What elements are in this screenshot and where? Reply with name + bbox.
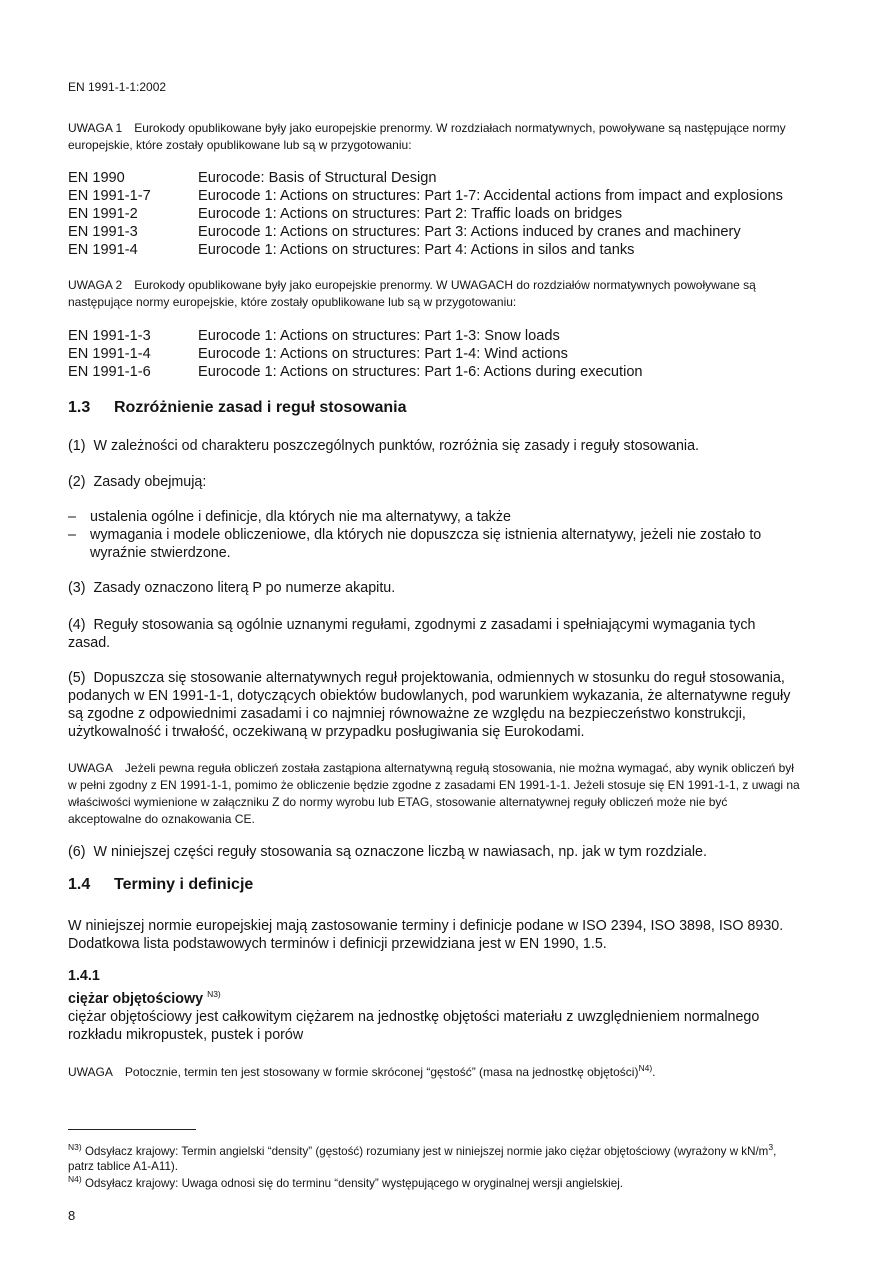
reference-title: Eurocode 1: Actions on structures: Part 1-3: Snow loads: [198, 328, 560, 344]
paragraph-number: (2): [68, 474, 86, 490]
note-text: Jeżeli pewna reguła obliczeń została zastąpiona alternatywną regułą stosowania, nie można wymagać, aby wynik obliczeń był w pełni zgodny z EN 1991-1-1, pomimo że obliczenie będzie zgodne z zasadami EN 1991-1-1. Jeżeli stosuje się EN 1991-1-1, z uwagi na właściwości wymienione w załączniku Z do normy wyrobu lub ETAG, stosowanie alternatywnej reguły obliczeń może nie być akceptowalne do oznakowania CE.: [68, 761, 800, 826]
paragraph-3: [68, 579, 800, 597]
reference-row: [68, 363, 800, 381]
section-number: 1.4: [68, 876, 91, 893]
reference-row: [68, 169, 800, 187]
paragraph-number: (1): [68, 438, 86, 454]
note-label: UWAGA: [68, 1065, 113, 1079]
reference-title: Eurocode 1: Actions on structures: Part 2: Traffic loads on bridges: [198, 206, 622, 222]
reference-list-1: [68, 169, 800, 259]
section-title: Terminy i definicje: [114, 876, 254, 893]
note-1: [68, 120, 800, 154]
paragraph-text: W niniejszej normie europejskiej mają zastosowanie terminy i definicje podane w ISO 2394, ISO 3898, ISO 8930. Dodatkowa lista podstawowych terminów i definicji przewidziana jest w EN 1990, 1.5.: [68, 918, 784, 952]
footnote-text: Odsyłacz krajowy: Termin angielski “density” (gęstość) rozumiany jest w niniejszej normie jako ciężar objętościowy (wyrażony w kN/m: [84, 1144, 769, 1158]
section-heading-1-3: [68, 399, 800, 417]
bullet-text: wymagania i modele obliczeniowe, dla których nie dopuszcza się istnienia alternatywy, jeżeli nie zostało to wyraźnie stwierdzone.: [90, 527, 762, 561]
note-footnote-ref: N4): [638, 1063, 653, 1073]
section-heading-1-4: [68, 876, 800, 894]
paragraph-1: [68, 437, 800, 455]
footnote-n3: [68, 1140, 800, 1174]
note-label: UWAGA: [68, 761, 113, 775]
reference-code: EN 1990: [68, 170, 125, 186]
paragraph-number: (5): [68, 670, 86, 686]
note-label: UWAGA 2: [68, 278, 123, 292]
note-text: Eurokody opublikowane były jako europejskie prenormy. W UWAGACH do rozdziałów normatywnych powoływane są następujące normy europejskie, które zostały opublikowane lub są w przygotowaniu:: [68, 278, 756, 309]
reference-code: EN 1991-1-4: [68, 346, 151, 362]
paragraph-6: [68, 843, 800, 861]
paragraph-text: Zasady oznaczono literą P po numerze akapitu.: [93, 580, 396, 596]
term-text: ciężar objętościowy: [68, 990, 204, 1007]
reference-title: Eurocode 1: Actions on structures: Part 1-7: Accidental actions from impact and explosions: [198, 188, 783, 204]
paragraph-2: [68, 473, 800, 491]
paragraph-number: (4): [68, 617, 86, 633]
subsection-number: 1.4.1: [68, 968, 100, 984]
footnote-mark: N3): [68, 1142, 82, 1152]
paragraph-text: Zasady obejmują:: [93, 474, 207, 490]
bullet-dash: –: [68, 509, 76, 525]
reference-code: EN 1991-1-3: [68, 328, 151, 344]
section-title: Rozróżnienie zasad i reguł stosowania: [114, 399, 407, 416]
paragraph-1-4: [68, 917, 800, 953]
paragraph-number: (3): [68, 580, 86, 596]
note-2: [68, 277, 800, 311]
reference-list-2: [68, 327, 800, 381]
page-number: 8: [68, 1208, 76, 1223]
section-number: 1.3: [68, 399, 91, 416]
note-text: Eurokody opublikowane były jako europejskie prenormy. W rozdziałach normatywnych, powoływane są następujące normy europejskie, które zostały opublikowane lub są w przygotowaniu:: [68, 121, 786, 152]
paragraph-text: Reguły stosowania są ogólnie uznanymi regułami, zgodnymi z zasadami i spełniającymi wymagania tych zasad.: [68, 617, 756, 651]
list-item: [68, 526, 800, 562]
footnote-text-end: , patrz tablice A1-A11).: [68, 1144, 777, 1173]
paragraph-4: [68, 616, 800, 652]
list-item: [68, 508, 800, 526]
definition-term: [68, 985, 800, 1008]
reference-row: [68, 223, 800, 241]
reference-row: [68, 241, 800, 259]
definition-text: ciężar objętościowy jest całkowitym ciężarem na jednostkę objętości materiału z uwzględnieniem normalnego rozkładu mikropustek, pustek i porów: [68, 1008, 760, 1043]
footnote-separator: [68, 1129, 196, 1130]
reference-code: EN 1991-3: [68, 224, 138, 240]
document-header: EN 1991-1-1:2002: [68, 80, 167, 94]
note-label: UWAGA 1: [68, 121, 123, 135]
reference-title: Eurocode 1: Actions on structures: Part 1-6: Actions during execution: [198, 364, 643, 380]
note-3: [68, 760, 800, 828]
note-text: Potocznie, termin ten jest stosowany w formie skróconej “gęstość” (masa na jednostkę objętości): [124, 1065, 639, 1079]
definition-1-4-1: [68, 967, 800, 1044]
footnote-n4: [68, 1172, 800, 1191]
reference-row: [68, 345, 800, 363]
footnote-exponent: 3: [768, 1142, 774, 1152]
paragraph-number: (6): [68, 844, 86, 860]
reference-row: [68, 205, 800, 223]
reference-title: Eurocode 1: Actions on structures: Part 4: Actions in silos and tanks: [198, 242, 635, 258]
bullet-dash: –: [68, 527, 76, 543]
footnote-text: Odsyłacz krajowy: Uwaga odnosi się do terminu “density” występującego w oryginalnej wersji angielskiej.: [84, 1176, 623, 1190]
paragraph-text: Dopuszcza się stosowanie alternatywnych reguł projektowania, odmiennych w stosunku do reguł stosowania, podanych w EN 1991-1-1, dotyczących obiektów budowlanych, pod warunkiem wykazania, że alternatywne reguły są zgodne z odpowiednimi zasadami i co najmniej równoważne ze względu na bezpieczeństwo konstrukcji, użytkowalność i trwałość, oczekiwaną w przypadku posługiwania się Eurokodami.: [68, 670, 791, 740]
note-4: [68, 1060, 800, 1081]
note-end: .: [652, 1065, 656, 1079]
paragraph-5: [68, 669, 800, 741]
reference-title: Eurocode 1: Actions on structures: Part 3: Actions induced by cranes and machinery: [198, 224, 741, 240]
footnote-mark: N4): [68, 1174, 82, 1184]
reference-code: EN 1991-4: [68, 242, 138, 258]
paragraph-text: W niniejszej części reguły stosowania są oznaczone liczbą w nawiasach, np. jak w tym rozdziale.: [93, 844, 707, 860]
reference-code: EN 1991-2: [68, 206, 138, 222]
reference-row: [68, 327, 800, 345]
reference-title: Eurocode: Basis of Structural Design: [198, 170, 437, 186]
reference-row: [68, 187, 800, 205]
bullet-list: [68, 508, 800, 562]
reference-code: EN 1991-1-6: [68, 364, 151, 380]
paragraph-text: W zależności od charakteru poszczególnych punktów, rozróżnia się zasady i reguły stosowania.: [93, 438, 700, 454]
reference-title: Eurocode 1: Actions on structures: Part 1-4: Wind actions: [198, 346, 568, 362]
reference-code: EN 1991-1-7: [68, 188, 151, 204]
term-footnote-ref: N3): [207, 989, 221, 999]
bullet-text: ustalenia ogólne i definicje, dla których nie ma alternatywy, a także: [90, 509, 511, 525]
